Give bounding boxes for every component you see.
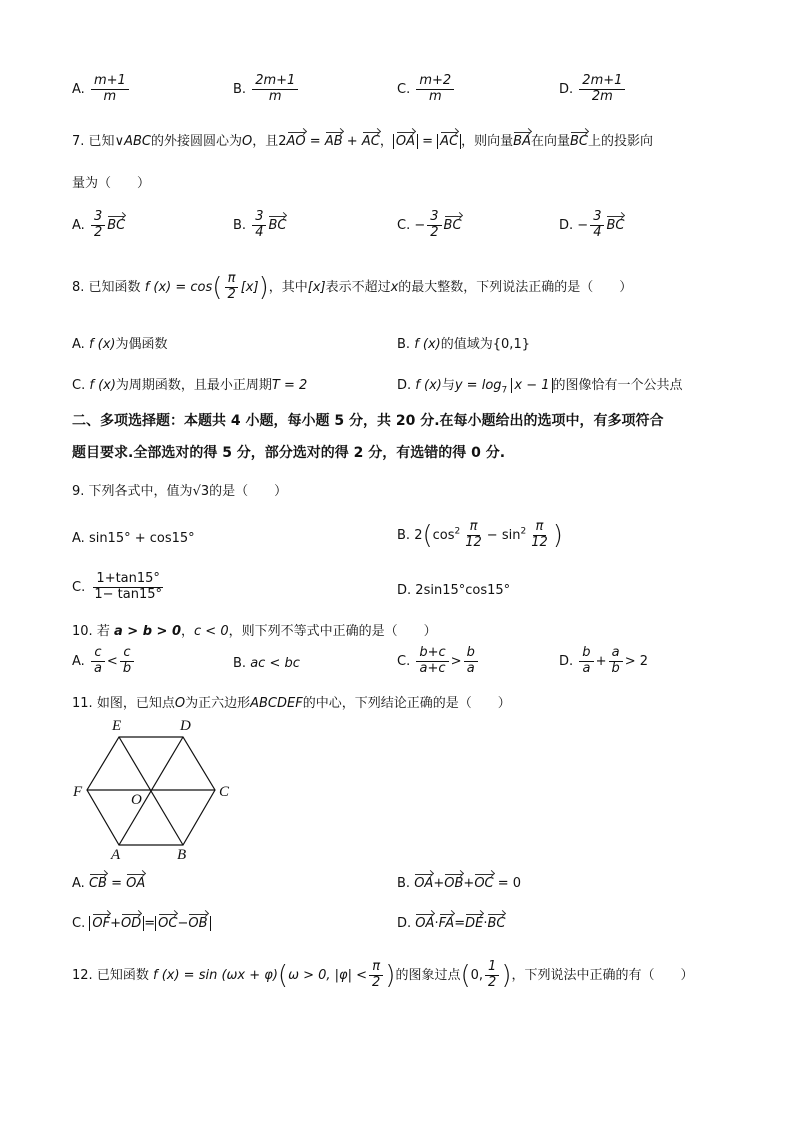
q6-option-c[interactable]: C. $\frac{m+2}{m}$ — [397, 74, 456, 105]
fraction: $\frac{\pi}{12}$ — [531, 519, 548, 550]
q8-stem: 8. 已知函数 f (x) = cos( $\frac{\pi}{2}$ [x])，其中[x]表示不超过x的最大整数，下列说法正确的是（ ） — [72, 271, 633, 303]
q8-option-d[interactable]: D. f (x)与$y = \log_7 x - 1$ 的图像恰有一个公共点 — [397, 378, 683, 396]
fraction: $\frac{c}{b}$ — [120, 646, 134, 677]
q12-stem: 12. 已知函数 f (x) = sin (ωx + φ)(ω > 0, |φ| < $\frac{\pi}{2}$ )的图象过点(0, $\frac{1}{2}$ )，下列说法中正确的有（ ） — [72, 959, 694, 991]
fraction: $\frac{\pi}{12}$ — [465, 519, 482, 550]
q10-stem: 10. 若 a > b > 0，c < 0，则下列不等式中正确的是（ ） — [72, 624, 437, 639]
q11-option-c[interactable]: C. OF+OD = OC−OB — [72, 916, 211, 931]
q9-option-d[interactable]: D. 2sin15°cos15° — [397, 583, 511, 598]
q9-option-a[interactable]: A. sin15° + cos15° — [72, 531, 195, 546]
abs-ac: AC — [437, 134, 461, 149]
q7-option-a[interactable]: A. $\frac{3}{2}$ BC — [72, 209, 126, 240]
vector-ac: AC — [361, 134, 380, 149]
fraction: $\frac{2m+1}{m}$ — [252, 74, 298, 105]
q10-option-d[interactable]: D. $\frac{b}{a}$ + $\frac{a}{b}$ > 2 — [559, 645, 649, 676]
q6-option-b[interactable]: B. $\frac{2m+1}{m}$ — [233, 74, 300, 105]
fraction: $\frac{a}{b}$ — [608, 646, 622, 677]
q7-option-b[interactable]: B. $\frac{3}{4}$ BC — [233, 209, 287, 240]
q11-stem: 11. 如图，已知点O为正六边形ABCDEF的中心，下列结论正确的是（ ） — [72, 696, 511, 711]
q10-option-a[interactable]: A. $\frac{c}{a}$ < $\frac{c}{b}$ — [72, 646, 136, 677]
fraction: $\frac{b}{a}$ — [464, 646, 478, 677]
q10-option-c[interactable]: C. $\frac{b+c}{a+c}$ > $\frac{b}{a}$ — [397, 646, 480, 677]
q10-option-b[interactable]: B. ac < bc — [233, 656, 300, 671]
vertex-label-a: A — [111, 847, 121, 862]
vector-ab: AB — [324, 134, 343, 149]
section-2-heading: 二、多项选择题：本题共 4 小题，每小题 5 分，共 20 分.在每小题给出的选项中，有多项符合 — [72, 413, 664, 429]
vertex-label-b: B — [177, 847, 187, 862]
q11-option-d[interactable]: D. OA·FA=DE·BC — [397, 916, 506, 931]
q7-option-d[interactable]: D. − $\frac{3}{4}$ BC — [559, 209, 625, 240]
q7-stem: 7. 已知∨ABC的外接圆圆心为O，且2AO = AB + AC， OA = AC ，则向量BA在向量BC上的投影向 — [72, 134, 654, 149]
fraction: $\frac{3}{2}$ — [427, 210, 441, 241]
q6-option-a[interactable]: A. $\frac{m+1}{m}$ — [72, 74, 131, 105]
q9-stem: 9. 下列各式中，值为√3的是（ ） — [72, 484, 288, 499]
vertex-label-c: C — [219, 784, 230, 800]
fraction: $\frac{m+2}{m}$ — [416, 74, 454, 105]
fraction: $\frac{1}{2}$ — [485, 960, 499, 991]
fraction: $\frac{3}{4}$ — [252, 210, 266, 241]
q9-option-b[interactable]: B. $2(\cos^2$ $\frac{\pi}{12}$ − $\sin^2$ $\frac{\pi}{12}$ ) — [397, 519, 563, 551]
vector-ao: AO — [286, 134, 306, 149]
q8-option-b[interactable]: B. f (x)的值域为{0,1} — [397, 337, 530, 352]
section-2-heading-line2: 题目要求.全部选对的得 5 分，部分选对的得 2 分，有选错的得 0 分. — [72, 445, 506, 461]
fraction: $\frac{3}{2}$ — [91, 210, 105, 241]
q11-option-b[interactable]: B. OA+OB+OC = 0 — [397, 876, 522, 891]
q7-stem-line2: 量为（ ） — [72, 176, 151, 191]
fraction: $\frac{c}{a}$ — [91, 646, 105, 677]
abs-oa: OA — [393, 134, 418, 149]
hexagon-figure — [70, 712, 240, 862]
q6-option-d[interactable]: D. $\frac{2m+1}{2m}$ — [559, 74, 627, 105]
vertex-label-f: F — [73, 784, 83, 800]
q7-option-c[interactable]: C. − $\frac{3}{2}$ BC — [397, 209, 462, 240]
vertex-label-e: E — [112, 718, 122, 734]
fraction: $\frac{2m+1}{2m}$ — [579, 74, 625, 105]
q8-option-a[interactable]: A. f (x)为偶函数 — [72, 337, 168, 352]
fraction: $\frac{b+c}{a+c}$ — [416, 646, 448, 677]
q9-option-c[interactable]: C. $\frac{1+\tan 15^\circ}{1- \tan 15^\circ}$ — [72, 572, 167, 603]
fraction: $\frac{1+\tan 15^\circ}{1- \tan 15^\circ}$ — [94, 571, 162, 602]
center-label-o: O — [131, 792, 142, 808]
fraction: $\frac{3}{4}$ — [590, 210, 604, 241]
fraction: $\frac{\pi}{2}$ — [224, 272, 238, 303]
fraction: $\frac{\pi}{2}$ — [369, 960, 383, 991]
vector-bc: BC — [570, 134, 588, 149]
q11-option-a[interactable]: A. CB = OA — [72, 876, 146, 891]
fraction: $\frac{m+1}{m}$ — [91, 74, 129, 105]
fraction: $\frac{b}{a}$ — [579, 646, 593, 677]
vertex-label-d: D — [180, 718, 191, 734]
vector-ba: BA — [513, 134, 531, 149]
q8-option-c[interactable]: C. f (x)为周期函数，且最小正周期T = 2 — [72, 378, 308, 393]
